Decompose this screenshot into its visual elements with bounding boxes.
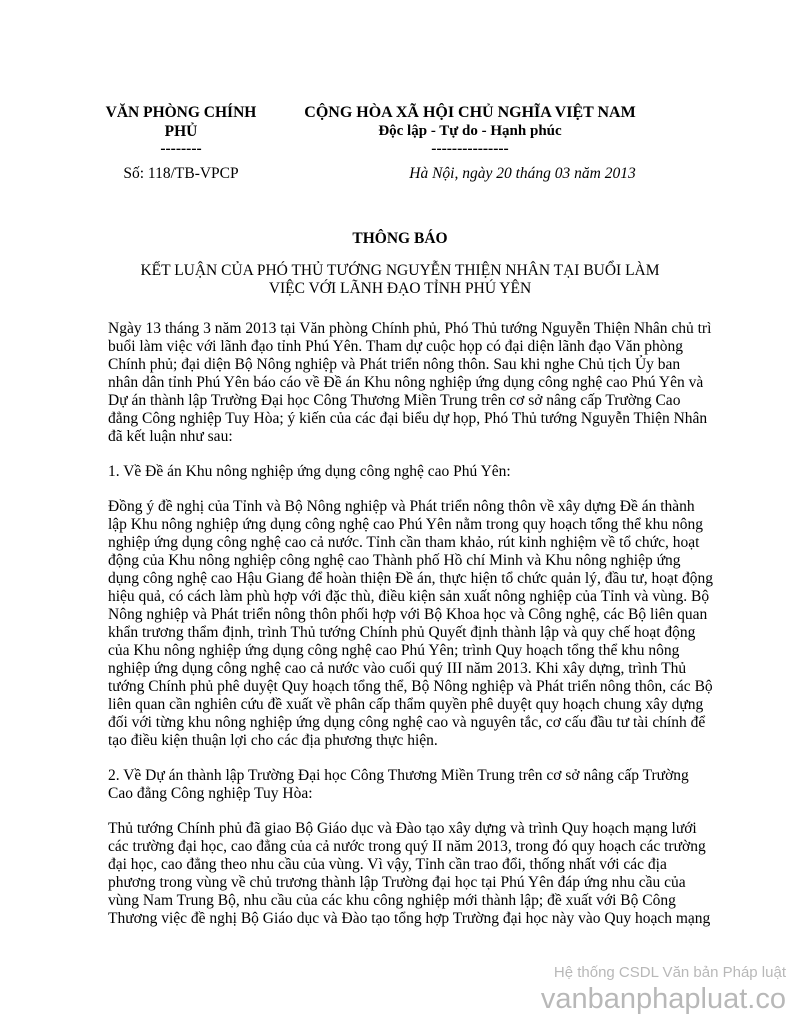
issuing-agency xyxy=(96,103,266,157)
agency-separator: -------- xyxy=(160,140,202,157)
place-and-date: Hà Nội, ngày 20 tháng 03 năm 2013 xyxy=(409,165,636,182)
section-1-body: Đồng ý đề nghị của Tỉnh và Bộ Nông nghiệp và Phát triển nông thôn về xây dựng Đề án thành lập Khu nông nghiệp ứng dụng công nghệ cao Phú Yên nằm trong quy hoạch tổng thể khu nông nghiệp ứng dụng công nghệ cao cả nước. Tỉnh cần tham khảo, rút kinh nghiệm về tổ chức, hoạt động của Khu nông nghiệp công nghệ cao Thành phố Hồ chí Minh và Khu nông nghiệp ứng dụng công nghệ cao Hậu Giang để hoàn thiện Đề án, thực hiện tổ chức quản lý, đầu tư, hoạt động hiệu quả, có cách làm phù hợp với đặc thù, điều kiện sản xuất nông nghiệp của Tỉnh và vùng. Bộ Nông nghiệp và Phát triển nông thôn phối hợp với Bộ Khoa học và Công nghệ, các Bộ liên quan khẩn trương thẩm định, trình Thủ tướng Chính phủ Quyết định thành lập và quy chế hoạt động của Khu nông nghiệp ứng dụng công nghệ cao Phú Yên; trình Quy hoạch tổng thể khu nông nghiệp ứng dụng công nghệ cao cả nước vào cuối quý III năm 2013. Khi xây dựng, trình Thủ tướng Chính phủ phê duyệt Quy hoạch tổng thể, Bộ Nông nghiệp và Phát triển nông thôn, các Bộ liên quan cần nghiên cứu đề xuất về phân cấp thẩm quyền phê duyệt quy hoạch chung xây dựng đối với từng khu nông nghiệp ứng dụng công nghệ cao và nguyên tắc, cơ cấu đầu tư tài chính để tạo điều kiện thuận lợi cho các địa phương thực hiện. xyxy=(108,498,713,749)
site-watermark xyxy=(541,964,786,1016)
notice-title: THÔNG BÁO xyxy=(352,230,448,247)
national-title-block xyxy=(280,103,660,157)
agency-name-line1: VĂN PHÒNG CHÍNH xyxy=(105,104,257,121)
motto-separator: --------------- xyxy=(431,140,509,157)
intro-paragraph: Ngày 13 tháng 3 năm 2013 tại Văn phòng Chính phủ, Phó Thủ tướng Nguyễn Thiện Nhân chủ trì buổi làm việc với lãnh đạo tỉnh Phú Yên. Tham dự cuộc họp có đại diện lãnh đạo Văn phòng Chính phủ; đại diện Bộ Nông nghiệp và Phát triển nông thôn. Sau khi nghe Chủ tịch Ủy ban nhân dân tỉnh Phú Yên báo cáo về Đề án Khu nông nghiệp ứng dụng công nghệ cao Phú Yên và Dự án thành lập Trường Đại học Công Thương Miền Trung trên cơ sở nâng cấp Trường Cao đẳng Công nghiệp Tuy Hòa; ý kiến của các đại biểu dự họp, Phó Thủ tướng Nguyễn Thiện Nhân đã kết luận như sau: xyxy=(108,320,712,445)
country-name: CỘNG HÒA XÃ HỘI CHỦ NGHĨA VIỆT NAM xyxy=(304,104,636,121)
document-number: Số: 118/TB-VPCP xyxy=(123,165,239,182)
national-motto: Độc lập - Tự do - Hạnh phúc xyxy=(378,123,562,139)
watermark-caption: Hệ thống CSDL Văn bản Pháp luật xyxy=(553,964,786,981)
document-body xyxy=(108,320,714,945)
notice-subtitle: KẾT LUẬN CỦA PHÓ THỦ TƯỚNG NGUYỄN THIỆN NHÂN TẠI BUỔI LÀM VIỆC VỚI LÃNH ĐẠO TỈNH PHÚ YÊN xyxy=(140,262,660,297)
section-2-body: Thủ tướng Chính phủ đã giao Bộ Giáo dục và Đào tạo xây dựng và trình Quy hoạch mạng lưới các trường đại học, cao đẳng của cả nước trong quý II năm 2013, trong đó quy hoạch các trường đại học, cao đẳng theo nhu cầu của vùng. Vì vậy, Tỉnh cần trao đổi, thống nhất với các địa phương trong vùng về chủ trương thành lập Trường đại học tại Phú Yên đáp ứng nhu cầu của vùng Nam Trung Bộ, nhu cầu của các khu công nghiệp mới thành lập; đề xuất với Bộ Công Thương việc đề nghị Bộ Giáo dục và Đào tạo tổng hợp Trường đại học này vào Quy hoạch mạng xyxy=(108,820,711,927)
watermark-domain: vanbanphapluat.co xyxy=(540,983,786,1015)
agency-name-line2: PHỦ xyxy=(164,123,198,140)
section-1-heading: 1. Về Đề án Khu nông nghiệp ứng dụng công nghệ cao Phú Yên: xyxy=(108,463,511,480)
section-2-heading: 2. Về Dự án thành lập Trường Đại học Công Thương Miền Trung trên cơ sở nâng cấp Trường Cao đẳng Công nghiệp Tuy Hòa: xyxy=(108,767,689,802)
